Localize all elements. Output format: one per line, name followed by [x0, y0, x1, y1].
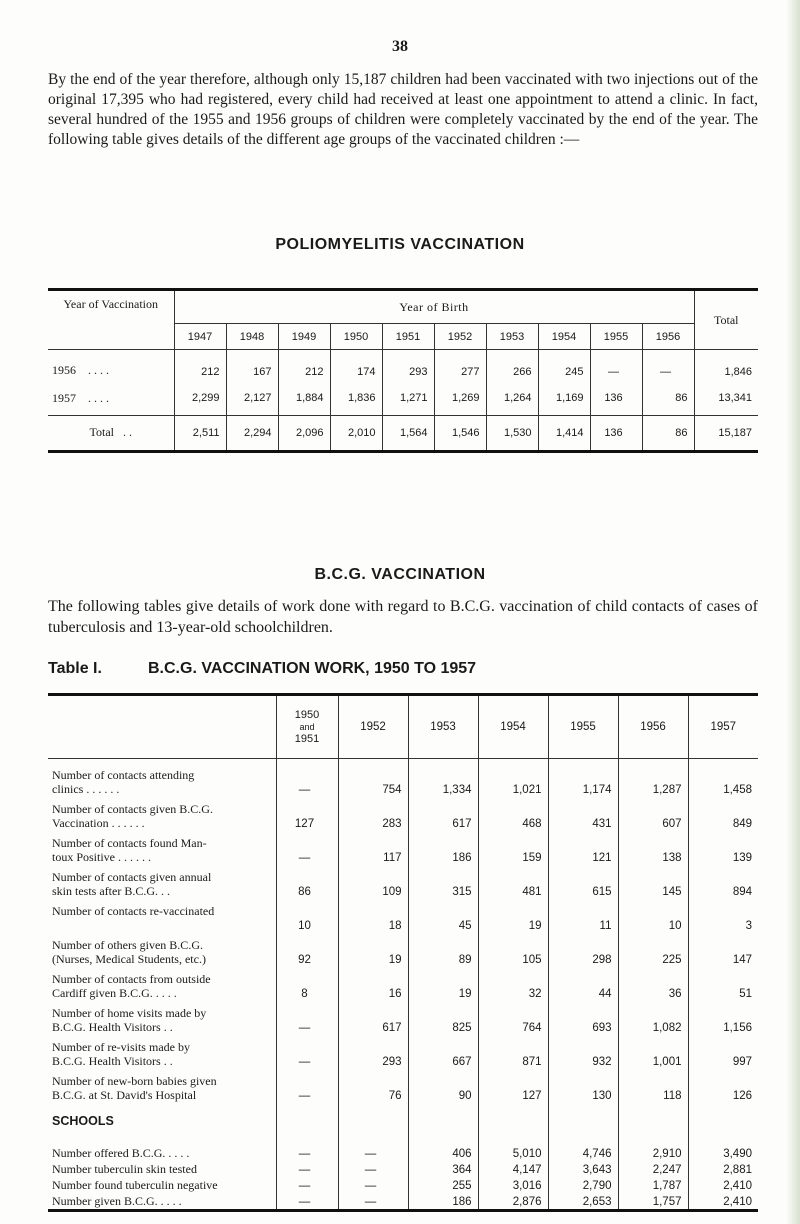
table-cell: 10 — [276, 899, 338, 933]
table-cell: 298 — [548, 933, 618, 967]
table-cell: 89 — [408, 933, 478, 967]
row-label: 1957 . . . . — [52, 390, 109, 405]
table-cell: 615 — [548, 865, 618, 899]
row-label-line1: Number of contacts found Man- — [52, 835, 207, 850]
row-label-line2: (Nurses, Medical Students, etc.) — [52, 951, 206, 966]
table-cell: 86 — [642, 416, 694, 450]
row-label: Number given B.C.G. . . . . — [52, 1193, 182, 1208]
table-row — [48, 899, 758, 933]
table-cell: 11 — [548, 899, 618, 933]
table-cell: 693 — [548, 1001, 618, 1035]
table-cell: 3 — [688, 899, 758, 933]
row-label: Total . . — [48, 416, 174, 450]
polio-heading: POLIOMYELITIS VACCINATION — [275, 236, 525, 253]
table-cell: — — [338, 1139, 408, 1161]
table-cell: 1,530 — [486, 416, 538, 450]
year-col-header: 1948 — [226, 324, 278, 350]
table-row — [48, 1161, 758, 1177]
table-row — [48, 831, 758, 865]
table-cell: — — [276, 1161, 338, 1177]
table-row — [48, 865, 758, 899]
table-cell: 2,876 — [478, 1193, 548, 1209]
table-cell: 147 — [688, 933, 758, 967]
table-cell: 1,021 — [478, 759, 548, 797]
empty-cell — [408, 1103, 478, 1139]
table-cell: 364 — [408, 1161, 478, 1177]
table-cell: 849 — [688, 797, 758, 831]
row-label-line1: Number of contacts from outside — [52, 971, 211, 986]
col-header: 1957 — [688, 696, 758, 759]
polio-row-1956 — [48, 350, 758, 382]
table-cell: 293 — [382, 350, 434, 382]
polio-total-header: Total — [694, 291, 758, 350]
row-label-line1: Number of contacts given B.C.G. — [52, 801, 213, 816]
polio-row-header: Year of Vaccination — [63, 297, 159, 311]
year-col-header: 1955 — [590, 324, 642, 350]
year-col-header: 1950 — [330, 324, 382, 350]
table-cell: 18 — [338, 899, 408, 933]
table-cell: 1,001 — [618, 1035, 688, 1069]
intro-paragraph: By the end of the year therefore, although only 15,187 children had been vaccinated with two injections out of the original 17,395 who had registered, every child had received at least one appointment to attend a clinic. In fact, several hundred of the 1955 and 1956 groups of children were completely vaccinated by the end of the year. The following table gives details of the different age groups of the vaccinated children :— — [48, 71, 758, 148]
table-cell-total: 1,846 — [694, 350, 758, 382]
table-cell: 825 — [408, 1001, 478, 1035]
table-cell: 4,147 — [478, 1161, 548, 1177]
row-label: Number tuberculin skin tested — [52, 1161, 197, 1176]
row-label — [48, 831, 276, 865]
table-cell: 186 — [408, 831, 478, 865]
row-label — [48, 1069, 276, 1103]
row-label: 1956 . . . . — [48, 350, 174, 382]
table-cell: 117 — [338, 831, 408, 865]
empty-cell — [276, 1103, 338, 1139]
table-cell: 10 — [618, 899, 688, 933]
table-cell: 3,016 — [478, 1177, 548, 1193]
table-cell: 92 — [276, 933, 338, 967]
table-row — [48, 1193, 758, 1209]
table-cell: 138 — [618, 831, 688, 865]
table-cell: 266 — [486, 350, 538, 382]
table-cell: 2,910 — [618, 1139, 688, 1161]
table-cell: 212 — [174, 350, 226, 382]
table-cell: 2,511 — [174, 416, 226, 450]
table-cell: 2,299 — [174, 382, 226, 416]
table-cell: 2,247 — [618, 1161, 688, 1177]
table-cell: 1,884 — [278, 382, 330, 416]
row-label-line2: Vaccination . . . . . . — [52, 815, 145, 830]
table-cell: 139 — [688, 831, 758, 865]
table1-number: Table I. — [48, 660, 102, 677]
table-cell: 293 — [338, 1035, 408, 1069]
table-cell: 764 — [478, 1001, 548, 1035]
table-row — [48, 967, 758, 1001]
table-cell: 2,294 — [226, 416, 278, 450]
row-label — [48, 797, 276, 831]
bcg-heading: B.C.G. VACCINATION — [314, 566, 486, 583]
table-cell-total: 13,341 — [694, 382, 758, 416]
row-label — [48, 1001, 276, 1035]
table-row — [48, 1177, 758, 1193]
table-cell: 607 — [618, 797, 688, 831]
table-cell: 754 — [338, 759, 408, 797]
table-cell: — — [642, 350, 694, 382]
table-cell: 1,174 — [548, 759, 618, 797]
polio-group-header: Year of Birth — [174, 291, 694, 324]
empty-cell — [548, 1103, 618, 1139]
table-cell: 90 — [408, 1069, 478, 1103]
row-label — [48, 1035, 276, 1069]
table-cell: — — [590, 350, 642, 382]
page-edge-shadow — [786, 0, 800, 1224]
table-cell: — — [276, 1177, 338, 1193]
table-cell: 2,653 — [548, 1193, 618, 1209]
table-cell: 468 — [478, 797, 548, 831]
row-label-line1: Number of home visits made by — [52, 1005, 207, 1020]
table-cell: 617 — [338, 1001, 408, 1035]
table-cell: 1,264 — [486, 382, 538, 416]
table-cell: 19 — [338, 933, 408, 967]
table-cell: 481 — [478, 865, 548, 899]
table-cell: — — [276, 1035, 338, 1069]
table-cell: 1,458 — [688, 759, 758, 797]
table-cell: 1,546 — [434, 416, 486, 450]
table-cell: 245 — [538, 350, 590, 382]
row-label-line2: Cardiff given B.C.G. . . . . — [52, 985, 177, 1000]
table-cell: 126 — [688, 1069, 758, 1103]
table-cell: 894 — [688, 865, 758, 899]
polio-total-row — [48, 416, 758, 450]
table-cell: 212 — [278, 350, 330, 382]
table-cell: 1,836 — [330, 382, 382, 416]
row-label-line2: clinics . . . . . . — [52, 781, 120, 796]
row-label-line1: Number of re-visits made by — [52, 1039, 190, 1054]
table-cell: 8 — [276, 967, 338, 1001]
table-cell: 255 — [408, 1177, 478, 1193]
table-cell: 121 — [548, 831, 618, 865]
table-row — [48, 1139, 758, 1161]
table-cell: 186 — [408, 1193, 478, 1209]
bcg-header-row — [48, 696, 758, 759]
table-cell: — — [276, 1193, 338, 1209]
table1-caption — [48, 660, 758, 680]
table-cell: — — [338, 1177, 408, 1193]
schools-label: SCHOOLS — [52, 1113, 114, 1128]
row-label — [48, 759, 276, 797]
table-cell-total: 15,187 — [694, 416, 758, 450]
row-label: Number found tuberculin negative — [52, 1177, 218, 1192]
table-cell: 32 — [478, 967, 548, 1001]
table-cell: 1,271 — [382, 382, 434, 416]
table-cell: 2,881 — [688, 1161, 758, 1177]
table-cell: — — [338, 1161, 408, 1177]
row-label — [48, 933, 276, 967]
table-cell: 1,334 — [408, 759, 478, 797]
row-label-line2: B.C.G. Health Visitors . . — [52, 1053, 173, 1068]
table-cell: 145 — [618, 865, 688, 899]
table-cell: — — [338, 1193, 408, 1209]
table-cell: 19 — [478, 899, 548, 933]
empty-cell — [338, 1103, 408, 1139]
year-col-header: 1949 — [278, 324, 330, 350]
row-label: Number offered B.C.G. . . . . — [52, 1145, 190, 1160]
table-cell: 118 — [618, 1069, 688, 1103]
table-cell: 86 — [642, 382, 694, 416]
col-header: 1955 — [548, 696, 618, 759]
table-cell: — — [276, 1001, 338, 1035]
table-row — [48, 1001, 758, 1035]
table-cell: 5,010 — [478, 1139, 548, 1161]
table-cell: 136 — [590, 382, 642, 416]
table-row — [48, 1035, 758, 1069]
table-cell: 167 — [226, 350, 278, 382]
year-col-header: 1954 — [538, 324, 590, 350]
schools-label-row — [48, 1103, 758, 1139]
table-cell: 19 — [408, 967, 478, 1001]
row-label-line1: Number of new-born babies given — [52, 1073, 217, 1088]
bcg-corner — [48, 696, 276, 759]
row-label-line2: skin tests after B.C.G. . . — [52, 883, 170, 898]
table-row — [48, 933, 758, 967]
table-cell: 36 — [618, 967, 688, 1001]
table-cell: 617 — [408, 797, 478, 831]
table1-title: B.C.G. VACCINATION WORK, 1950 TO 1957 — [148, 660, 477, 677]
table-cell: 1,787 — [618, 1177, 688, 1193]
table-cell: 136 — [590, 416, 642, 450]
bcg-table — [48, 693, 758, 1212]
col-header: 1954 — [478, 696, 548, 759]
table-cell: 1,414 — [538, 416, 590, 450]
table-cell: 127 — [276, 797, 338, 831]
table-cell: 406 — [408, 1139, 478, 1161]
col-header-1950-51: 1950 and 1951 — [276, 696, 338, 759]
table-cell: 2,790 — [548, 1177, 618, 1193]
table-cell: 1,156 — [688, 1001, 758, 1035]
empty-cell — [478, 1103, 548, 1139]
row-label — [48, 967, 276, 1001]
col-header: 1952 — [338, 696, 408, 759]
row-label-line2: B.C.G. at St. David's Hospital — [52, 1087, 197, 1102]
polio-row-1957 — [48, 382, 758, 416]
table-cell: 2,010 — [330, 416, 382, 450]
table-cell: 4,746 — [548, 1139, 618, 1161]
table-cell: 2,127 — [226, 382, 278, 416]
table-row — [48, 759, 758, 797]
table-cell: 997 — [688, 1035, 758, 1069]
year-col-header: 1947 — [174, 324, 226, 350]
table-row — [48, 797, 758, 831]
year-col-header: 1951 — [382, 324, 434, 350]
table-cell: 225 — [618, 933, 688, 967]
col-header: 1956 — [618, 696, 688, 759]
row-label-line1: Number of contacts re-vaccinated — [52, 903, 215, 918]
table-cell: 2,410 — [688, 1193, 758, 1209]
table-cell: 667 — [408, 1035, 478, 1069]
table-cell: 109 — [338, 865, 408, 899]
table-cell: 51 — [688, 967, 758, 1001]
polio-table — [48, 288, 758, 453]
table-cell: 16 — [338, 967, 408, 1001]
row-label-line2: toux Positive . . . . . . — [52, 849, 152, 864]
row-label — [48, 899, 276, 933]
row-label — [48, 865, 276, 899]
row-label-line1: Number of others given B.C.G. — [52, 937, 203, 952]
table-cell: — — [276, 1069, 338, 1103]
table-cell: 315 — [408, 865, 478, 899]
table-cell: 44 — [548, 967, 618, 1001]
table-cell: — — [276, 1139, 338, 1161]
table-cell: 1,757 — [618, 1193, 688, 1209]
year-col-header: 1952 — [434, 324, 486, 350]
table-row — [48, 1069, 758, 1103]
table-cell: 1,169 — [538, 382, 590, 416]
table-cell: — — [276, 759, 338, 797]
table-cell: 3,643 — [548, 1161, 618, 1177]
table-cell: 1,564 — [382, 416, 434, 450]
table-cell: 86 — [276, 865, 338, 899]
empty-cell — [688, 1103, 758, 1139]
year-col-header: 1956 — [642, 324, 694, 350]
table-cell: 871 — [478, 1035, 548, 1069]
table-cell: 3,490 — [688, 1139, 758, 1161]
table-cell: 105 — [478, 933, 548, 967]
table-cell: 2,096 — [278, 416, 330, 450]
table-cell: 130 — [548, 1069, 618, 1103]
table-cell: — — [276, 831, 338, 865]
col-header: 1953 — [408, 696, 478, 759]
table-cell: 1,269 — [434, 382, 486, 416]
table-cell: 283 — [338, 797, 408, 831]
table-cell: 45 — [408, 899, 478, 933]
table-cell: 2,410 — [688, 1177, 758, 1193]
table-cell: 277 — [434, 350, 486, 382]
empty-cell — [618, 1103, 688, 1139]
year-col-header: 1953 — [486, 324, 538, 350]
table-cell: 159 — [478, 831, 548, 865]
row-label-line1: Number of contacts given annual — [52, 869, 212, 884]
row-label-line2: B.C.G. Health Visitors . . — [52, 1019, 173, 1034]
row-label-line2 — [52, 918, 275, 932]
table-cell: 174 — [330, 350, 382, 382]
table-cell: 1,082 — [618, 1001, 688, 1035]
bcg-paragraph: The following tables give details of work done with regard to B.C.G. vaccination of child contacts of cases of tuberculosis and 13-year-old schoolchildren. — [48, 598, 758, 636]
row-label-line1: Number of contacts attending — [52, 767, 195, 782]
table-cell: 127 — [478, 1069, 548, 1103]
table-cell: 431 — [548, 797, 618, 831]
table-cell: 932 — [548, 1035, 618, 1069]
page-number: 38 — [392, 38, 408, 55]
table-cell: 76 — [338, 1069, 408, 1103]
table-cell: 1,287 — [618, 759, 688, 797]
